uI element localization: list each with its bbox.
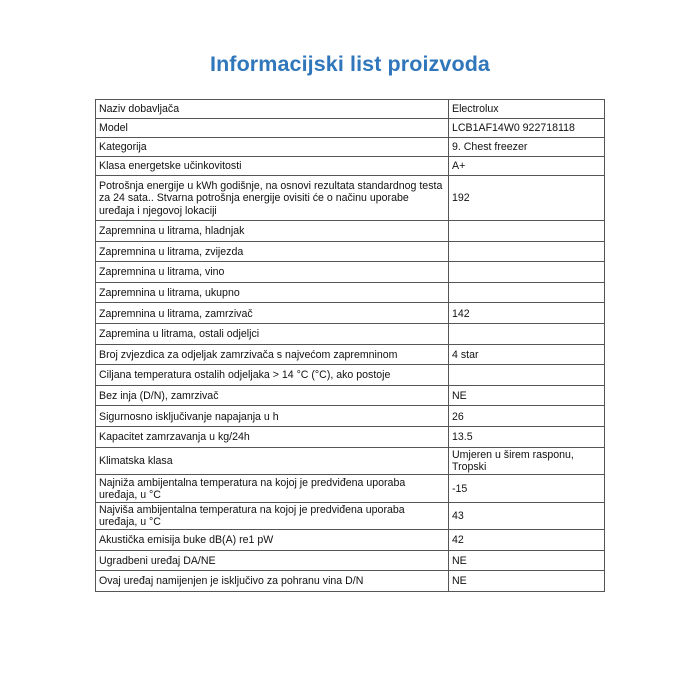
row-label: Ugradbeni uređaj DA/NE: [96, 550, 449, 571]
table-row: [96, 447, 605, 475]
row-value: 26: [449, 406, 605, 427]
table-row: [96, 571, 605, 592]
row-value: 43: [449, 502, 605, 530]
table-row: [96, 100, 605, 119]
table-row: [96, 530, 605, 551]
row-value: LCB1AF14W0 922718118: [449, 119, 605, 138]
table-row: [96, 550, 605, 571]
row-value: 9. Chest freezer: [449, 138, 605, 157]
table-row: [96, 119, 605, 138]
row-label: Potrošnja energije u kWh godišnje, na osnovi rezultata standardnog testa za 24 sata.. Stvarna potrošnja energije ovisiti će o načinu uporabe uređaja i njegovoj lokaciji: [96, 176, 449, 221]
table-row: [96, 323, 605, 344]
row-value: -15: [449, 475, 605, 503]
row-label: Zapremnina u litrama, ukupno: [96, 282, 449, 303]
row-value: 42: [449, 530, 605, 551]
row-value: [449, 262, 605, 283]
table-row: [96, 241, 605, 262]
row-value: [449, 282, 605, 303]
table-row: [96, 138, 605, 157]
row-label: Zapremnina u litrama, vino: [96, 262, 449, 283]
row-value: 192: [449, 176, 605, 221]
page-title: Informacijski list proizvoda: [210, 52, 490, 76]
row-value: NE: [449, 385, 605, 406]
table-row: [96, 262, 605, 283]
row-label: Ovaj uređaj namijenjen je isključivo za pohranu vina D/N: [96, 571, 449, 592]
row-label: Klasa energetske učinkovitosti: [96, 157, 449, 176]
product-info-table: [95, 99, 605, 592]
table-row: [96, 303, 605, 324]
row-label: Bez inja (D/N), zamrzivač: [96, 385, 449, 406]
table-row: [96, 406, 605, 427]
row-label: Klimatska klasa: [96, 447, 449, 475]
row-value: NE: [449, 550, 605, 571]
row-value: [449, 221, 605, 242]
table-row: [96, 221, 605, 242]
row-value: Umjeren u širem rasponu, Tropski: [449, 447, 605, 475]
table-row: [96, 385, 605, 406]
row-label: Kapacitet zamrzavanja u kg/24h: [96, 426, 449, 447]
table-row: [96, 365, 605, 386]
row-label: Kategorija: [96, 138, 449, 157]
row-value: Electrolux: [449, 100, 605, 119]
row-label: Naziv dobavljača: [96, 100, 449, 119]
row-value: A+: [449, 157, 605, 176]
table-row: [96, 282, 605, 303]
row-value: 13.5: [449, 426, 605, 447]
table-row: [96, 157, 605, 176]
row-value: 142: [449, 303, 605, 324]
row-label: Zapremnina u litrama, zvijezda: [96, 241, 449, 262]
row-value: [449, 365, 605, 386]
row-value: [449, 241, 605, 262]
row-value: [449, 323, 605, 344]
row-value: 4 star: [449, 344, 605, 365]
row-label: Model: [96, 119, 449, 138]
row-label: Sigurnosno isključivanje napajanja u h: [96, 406, 449, 427]
row-label: Akustička emisija buke dB(A) re1 pW: [96, 530, 449, 551]
table-row: [96, 502, 605, 530]
table-row: [96, 426, 605, 447]
table-row: [96, 475, 605, 503]
row-label: Zapremina u litrama, ostali odjeljci: [96, 323, 449, 344]
row-label: Zapremnina u litrama, hladnjak: [96, 221, 449, 242]
row-label: Zapremnina u litrama, zamrzivač: [96, 303, 449, 324]
row-label: Ciljana temperatura ostalih odjeljaka > 14 °C (°C), ako postoje: [96, 365, 449, 386]
row-value: NE: [449, 571, 605, 592]
table-row: [96, 176, 605, 221]
row-label: Broj zvjezdica za odjeljak zamrzivača s najvećom zapremninom: [96, 344, 449, 365]
table-row: [96, 344, 605, 365]
row-label: Najviša ambijentalna temperatura na kojoj je predviđena uporaba uređaja, u °C: [96, 502, 449, 530]
row-label: Najniža ambijentalna temperatura na kojoj je predviđena uporaba uređaja, u °C: [96, 475, 449, 503]
